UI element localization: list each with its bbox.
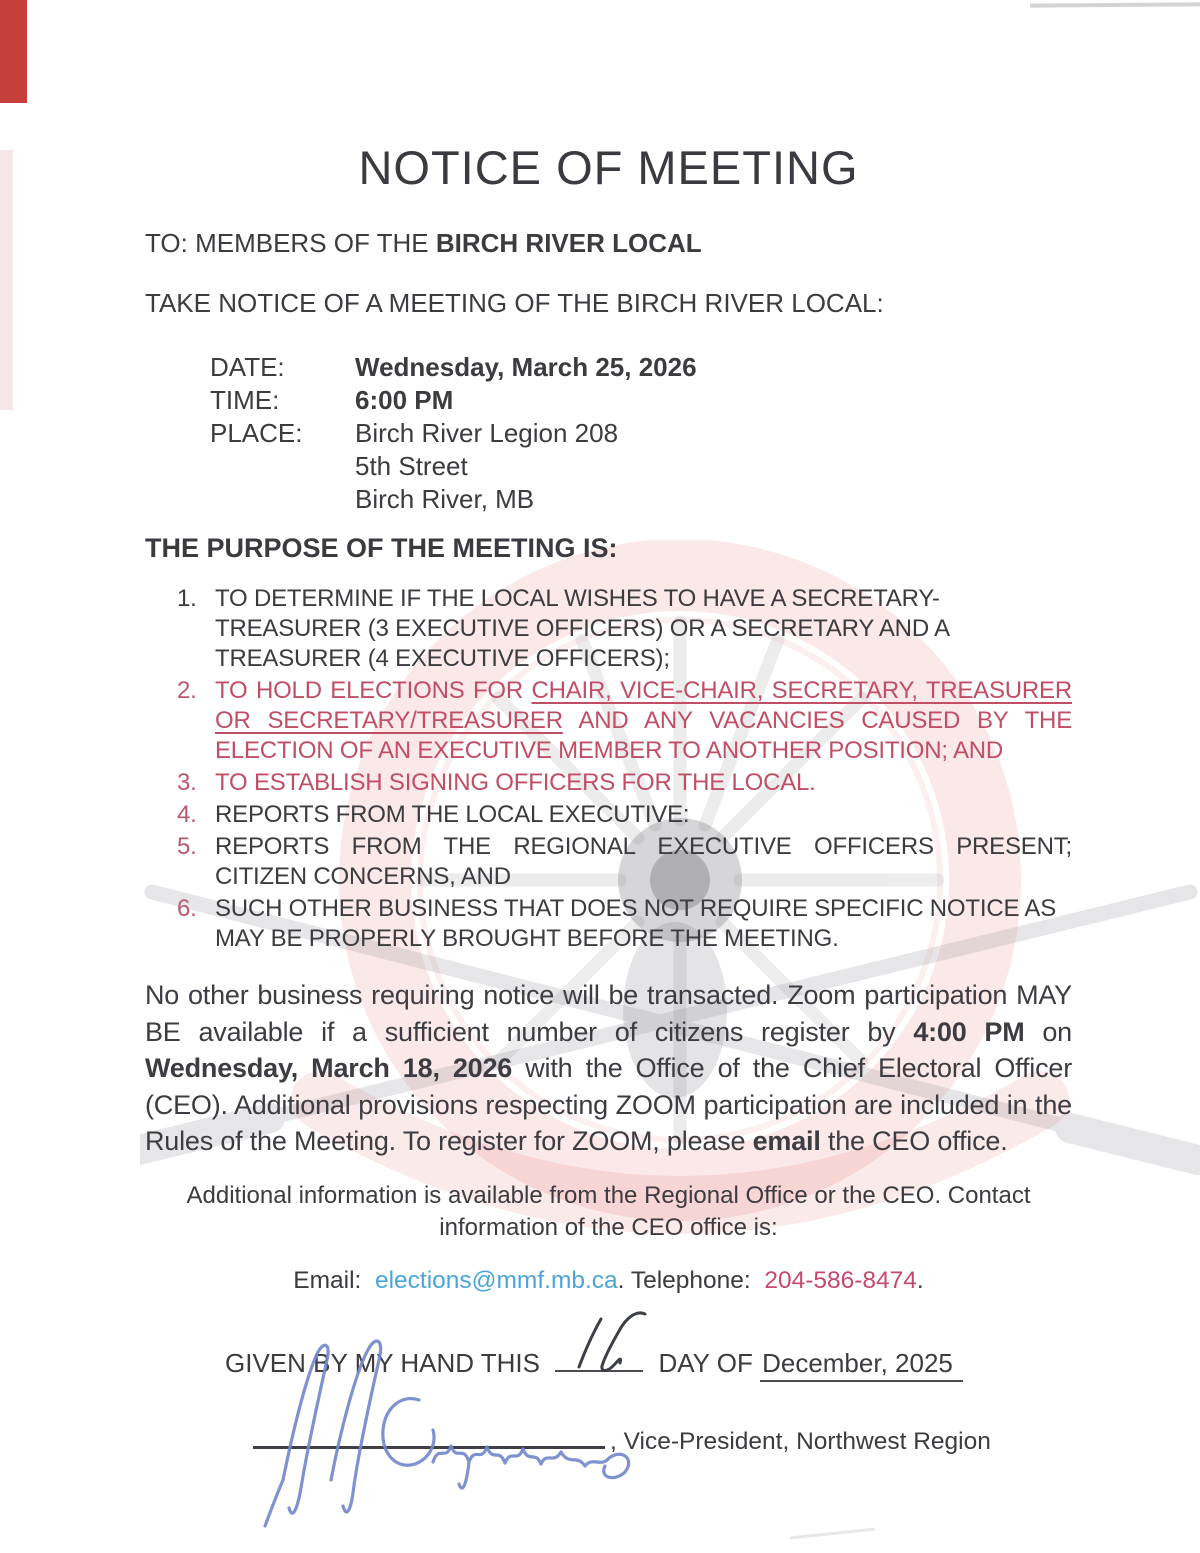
place-row xyxy=(210,417,1072,450)
date-label: DATE: xyxy=(210,352,285,382)
place-value-line2: 5th Street xyxy=(355,451,468,481)
date-row xyxy=(210,351,1072,384)
text-segment: TO HOLD ELECTIONS FOR xyxy=(215,677,532,704)
agenda-item xyxy=(145,832,1072,892)
text-segment: the CEO office. xyxy=(820,1126,1008,1156)
text-segment: 4:00 PM xyxy=(913,1016,1025,1047)
place-value-line3: Birch River, MB xyxy=(355,484,535,514)
text-segment: BIRCH RIVER LOCAL xyxy=(435,228,702,258)
agenda-item-number: 4. xyxy=(177,801,197,828)
agenda-item-text xyxy=(215,894,1072,954)
agenda-item-number: 5. xyxy=(177,833,197,860)
agenda-item-text xyxy=(215,584,1072,674)
place-row-2 xyxy=(210,450,1072,483)
text-segment: SUCH OTHER BUSINESS THAT DOES NOT REQUIRE SPECIFIC NOTICE AS MAY BE PROPERLY BROUGHT BEFORE THE MEETING. xyxy=(215,895,1057,952)
handwritten-day-15 xyxy=(557,1309,657,1373)
agenda-item-number: 3. xyxy=(177,769,197,796)
meeting-details xyxy=(210,351,1072,516)
scan-line-artifact xyxy=(1030,2,1200,7)
contact-line xyxy=(145,1266,1072,1296)
given-prefix: GIVEN BY MY HAND THIS xyxy=(225,1347,540,1378)
body-paragraph xyxy=(145,977,1072,1160)
signature-line xyxy=(253,1424,605,1449)
text-segment: email xyxy=(752,1126,821,1156)
agenda-item-text xyxy=(215,768,1072,798)
day-blank-underline xyxy=(555,1346,643,1372)
purpose-heading: THE PURPOSE OF THE MEETING IS: xyxy=(145,533,618,563)
agenda-item-text xyxy=(215,676,1072,766)
text-segment: TO ESTABLISH SIGNING OFFICERS FOR THE LOCAL. xyxy=(215,769,816,796)
time-label: TIME: xyxy=(210,385,280,415)
time-row xyxy=(210,384,1072,417)
text-segment: on xyxy=(1024,1016,1072,1047)
to-line xyxy=(145,228,1072,258)
text-segment: REPORTS FROM THE REGIONAL EXECUTIVE OFFICERS PRESENT; CITIZEN CONCERNS, AND xyxy=(215,833,1072,890)
given-date-underlined: December, 2025 xyxy=(760,1348,963,1382)
text-segment: with the Office of the Chief Electoral Officer (CEO). Additional provisions respecting ZOOM participation are included in the Rules of the Meeting. To register for ZOOM, please xyxy=(145,1053,1072,1156)
document-content xyxy=(0,142,1200,1457)
page-title: NOTICE OF MEETING xyxy=(358,141,859,194)
text-segment: CHAIR, VICE-CHAIR, SECRETARY, TREASURER OR SECRETARY/TREASURER xyxy=(215,677,1072,734)
text-segment: Wednesday, March 18, 2026 xyxy=(145,1053,513,1083)
text-segment: 204-586-8474 xyxy=(764,1266,917,1294)
agenda-item-number: 2. xyxy=(177,677,197,704)
text-segment: TO DETERMINE IF THE LOCAL WISHES TO HAVE A SECRETARY- TREASURER (3 EXECUTIVE OFFICERS) OR A SECRETARY AND A TREASURER (4 EXECUTIVE OFFICERS); xyxy=(215,585,949,672)
text-segment: REPORTS FROM THE LOCAL EXECUTIVE: xyxy=(215,801,690,828)
text-segment: . xyxy=(916,1266,924,1294)
signature-caption: , Vice-President, Northwest Region xyxy=(610,1427,991,1455)
text-segment: TO: MEMBERS OF THE xyxy=(145,228,436,258)
take-notice-line: TAKE NOTICE OF A MEETING OF THE BIRCH RIVER LOCAL: xyxy=(145,288,884,318)
signature-row xyxy=(253,1424,1072,1457)
agenda-item-text xyxy=(215,800,1072,830)
given-middle: DAY OF xyxy=(658,1347,753,1378)
date-value: Wednesday, March 25, 2026 xyxy=(355,352,697,382)
agenda-item xyxy=(145,800,1072,830)
agenda-item-text xyxy=(215,832,1072,892)
additional-info: Additional information is available from the Regional Office or the CEO. Contact information of the CEO office is: xyxy=(186,1181,1031,1241)
place-label: PLACE: xyxy=(210,418,303,448)
time-value: 6:00 PM xyxy=(355,385,454,415)
text-segment: . Telephone: xyxy=(617,1266,765,1294)
given-by-hand-line xyxy=(225,1346,1072,1378)
text-segment: elections@mmf.mb.ca xyxy=(374,1266,618,1294)
agenda-list xyxy=(145,584,1072,954)
scan-smudge xyxy=(790,1528,875,1540)
agenda-item xyxy=(145,584,1072,674)
place-row-3 xyxy=(210,483,1072,516)
text-segment: AND ANY VACANCIES CAUSED BY THE ELECTION OF AN EXECUTIVE MEMBER TO ANOTHER POSITION; AND xyxy=(215,707,1072,764)
text-segment: Email: xyxy=(293,1266,375,1294)
agenda-item-number: 6. xyxy=(177,895,197,922)
agenda-item xyxy=(145,676,1072,766)
agenda-item-number: 1. xyxy=(177,585,197,612)
text-segment: No other business requiring notice will be transacted. Zoom participation MAY BE available if a sufficient number of citizens register by xyxy=(145,980,1072,1047)
red-scan-bar xyxy=(0,0,27,103)
agenda-item xyxy=(145,768,1072,798)
place-value-line1: Birch River Legion 208 xyxy=(355,418,619,448)
agenda-item xyxy=(145,894,1072,954)
